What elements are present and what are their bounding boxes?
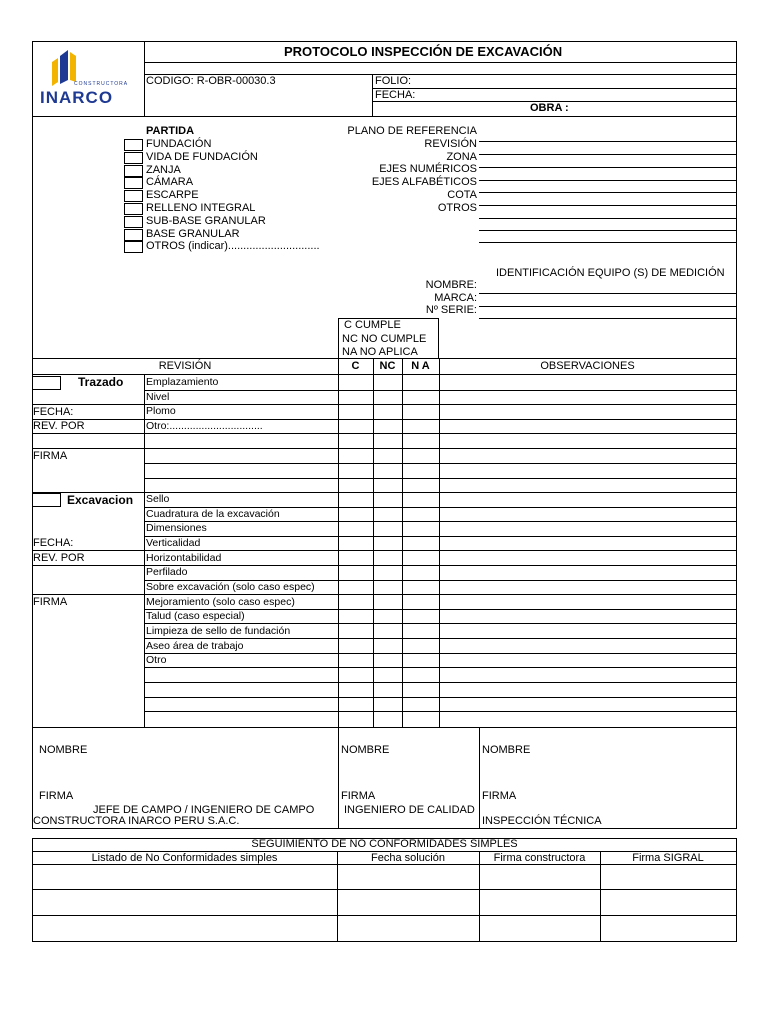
excavacion-item: Otro (146, 654, 167, 667)
table-col-obs (439, 358, 440, 728)
frame-left (32, 41, 33, 828)
row-line (32, 448, 737, 449)
trazado-fecha-line (32, 404, 144, 405)
equipo-line (479, 293, 737, 294)
seg-col-sigral: Firma SIGRAL (632, 852, 704, 864)
th-revision: REVISIÓN (158, 360, 212, 372)
sig-nombre-1: NOMBRE (39, 744, 88, 756)
sig-col-2 (338, 727, 339, 828)
partida-item-checkbox[interactable] (124, 203, 143, 215)
sig-bottom (32, 828, 737, 829)
partida-item-checkbox[interactable] (124, 152, 143, 164)
plano-line (479, 192, 737, 193)
header-line-1 (144, 62, 737, 63)
equipo-line (479, 318, 737, 319)
plano-line (479, 230, 737, 231)
inarco-logo (38, 48, 138, 110)
partida-item-checkbox[interactable] (124, 190, 143, 202)
row-line (144, 521, 737, 522)
legend-na: NA NO APLICA (342, 346, 418, 358)
trazado-item: Plomo (146, 405, 176, 417)
logo-small-text: CONSTRUCTORA (74, 81, 129, 87)
sig-role-2: INGENIERO DE CALIDAD (344, 804, 475, 816)
partida-item-checkbox[interactable] (124, 165, 143, 177)
seg-line (32, 889, 737, 890)
excavacion-item: Sobre excavación (solo caso espec) (146, 580, 315, 593)
trazado-title: Trazado (78, 375, 124, 389)
header-folio-divider (372, 74, 373, 116)
table-bottom (32, 727, 737, 728)
trazado-checkbox[interactable] (32, 376, 61, 390)
partida-item-checkbox[interactable] (124, 139, 143, 151)
legend-c: C CUMPLE (344, 319, 401, 331)
partida-item-checkbox[interactable] (124, 229, 143, 241)
row-line (32, 565, 737, 566)
sig-nombre-2: NOMBRE (341, 744, 390, 756)
sig-role-3: INSPECCIÓN TÉCNICA (482, 815, 602, 827)
header-line-3 (372, 88, 737, 89)
plano-item-label: REVISIÓN (424, 137, 477, 150)
logo-big-text: INARCO (40, 88, 114, 107)
trazado-item: Otro:................................ (146, 420, 263, 432)
sig-nombre-3: NOMBRE (482, 744, 531, 756)
partida-item-label: SUB-BASE GRANULAR (146, 214, 266, 227)
legend-left (338, 318, 339, 358)
sig-role-1b: CONSTRUCTORA INARCO PERU S.A.C. (33, 815, 240, 827)
obra-label: OBRA : (530, 102, 569, 114)
th-na: N A (411, 360, 430, 372)
partida-item-label: RELLENO INTEGRAL (146, 202, 256, 214)
excavacion-item: Limpieza de sello de fundación (146, 624, 291, 637)
table-col-nc (373, 358, 374, 728)
header-bottom (32, 116, 737, 117)
trazado-firma: FIRMA (33, 450, 68, 462)
partida-title: PARTIDA (146, 125, 195, 137)
row-line (144, 536, 737, 537)
partida-item-label: ZANJA (146, 163, 181, 176)
excavacion-item: Verticalidad (146, 536, 201, 549)
partida-item-checkbox[interactable] (124, 216, 143, 228)
row-line (144, 697, 737, 698)
excavacion-item: Talud (caso especial) (146, 610, 245, 623)
sig-firma-2: FIRMA (341, 790, 376, 802)
partida-item-label: ESCARPE (146, 189, 199, 202)
plano-line (479, 218, 737, 219)
partida-item-label: CÁMARA (146, 176, 194, 189)
plano-item-label: PLANO DE REFERENCIA (347, 125, 477, 137)
sig-firma-1: FIRMA (39, 790, 74, 802)
plano-line (479, 141, 737, 142)
trazado-item: Emplazamiento (146, 376, 219, 388)
folio-label: FOLIO: (375, 75, 412, 87)
row-line (32, 550, 737, 551)
excavacion-item: Aseo área de trabajo (146, 639, 244, 652)
legend-nc: NC NO CUMPLE (342, 333, 427, 345)
table-col-item-left (144, 374, 145, 728)
seg-line (32, 915, 737, 916)
seg-col-constructora: Firma constructora (493, 852, 586, 864)
seg-col-listado: Listado de No Conformidades simples (91, 852, 278, 864)
row-line (144, 390, 737, 391)
page-title: PROTOCOLO INSPECCIÓN DE EXCAVACIÓN (284, 44, 563, 59)
plano-item-label: EJES ALFABÉTICOS (371, 176, 477, 189)
fecha-label: FECHA: (375, 89, 416, 101)
trazado-fecha: FECHA: (33, 406, 74, 418)
equipo-marca-label: MARCA: (434, 292, 477, 304)
row-line (32, 492, 737, 493)
partida-item-label: VIDA DE FUNDACIÓN (146, 150, 258, 163)
excavacion-firma: FIRMA (33, 596, 68, 608)
th-nc: NC (379, 360, 396, 372)
table-col-na (402, 358, 403, 728)
row-line (32, 433, 737, 434)
seg-bottom (32, 941, 737, 942)
partida-item-checkbox[interactable] (124, 241, 143, 253)
row-line (144, 463, 737, 464)
seg-col-fecha: Fecha solución (371, 852, 445, 864)
excavacion-fecha: FECHA: (33, 537, 74, 549)
codigo-label: CODIGO: R-OBR-00030.3 (146, 75, 276, 87)
row-line (32, 594, 737, 595)
excavacion-item: Perfilado (146, 566, 188, 579)
excavacion-item: Cuadratura de la excavación (146, 507, 280, 520)
plano-item-label: COTA (447, 189, 477, 201)
plano-item-label: ZONA (446, 150, 477, 163)
plano-line (479, 242, 737, 243)
th-observaciones: OBSERVACIONES (540, 360, 635, 372)
sig-role-1a: JEFE DE CAMPO / INGENIERO DE CAMPO (93, 804, 315, 816)
row-line (144, 667, 737, 668)
trazado-item: Nivel (146, 391, 170, 403)
excavacion-item: Sello (146, 493, 170, 505)
plano-line (479, 180, 737, 181)
partida-item-label: OTROS (indicar).............................. (146, 240, 320, 253)
plano-item-label: OTROS (437, 201, 477, 214)
equipo-title: IDENTIFICACIÓN EQUIPO (S) DE MEDICIÓN (496, 267, 725, 279)
trazado-rev-por: REV. POR (33, 420, 85, 432)
row-line (144, 653, 737, 654)
seg-right (736, 838, 737, 942)
header-logo-divider (144, 41, 145, 116)
row-line (144, 711, 737, 712)
frame-right (736, 41, 737, 828)
excavacion-rev-por: REV. POR (33, 552, 85, 564)
equipo-line (479, 306, 737, 307)
equipo-nombre-label: NOMBRE: (425, 279, 477, 291)
plano-line (479, 205, 737, 206)
sig-firma-3: FIRMA (482, 790, 517, 802)
row-line (144, 478, 737, 479)
plano-line (479, 154, 737, 155)
plano-item-label: EJES NUMÉRICOS (379, 163, 477, 176)
seguimiento-title: SEGUIMIENTO DE NO CONFORMIDADES SIMPLES (251, 838, 518, 850)
excavacion-item: Horizontabilidad (146, 551, 222, 564)
row-line (144, 682, 737, 683)
legend-right (438, 318, 439, 358)
th-c: C (351, 360, 360, 372)
partida-item-label: FUNDACIÓN (146, 138, 212, 150)
excavacion-checkbox[interactable] (32, 493, 61, 507)
table-col-c (338, 358, 339, 728)
plano-line (479, 167, 737, 168)
frame-top (32, 41, 737, 42)
partida-item-label: BASE GRANULAR (146, 227, 240, 240)
table-header-bottom (32, 374, 737, 375)
partida-item-checkbox[interactable] (124, 177, 143, 189)
row-line (144, 404, 737, 405)
sig-col-3 (479, 727, 480, 828)
equipo-serie-label: Nº SERIE: (425, 304, 477, 316)
excavacion-item: Mejoramiento (solo caso espec) (146, 595, 295, 608)
excavacion-title: Excavacion (67, 493, 134, 507)
excavacion-item: Dimensiones (146, 522, 207, 535)
